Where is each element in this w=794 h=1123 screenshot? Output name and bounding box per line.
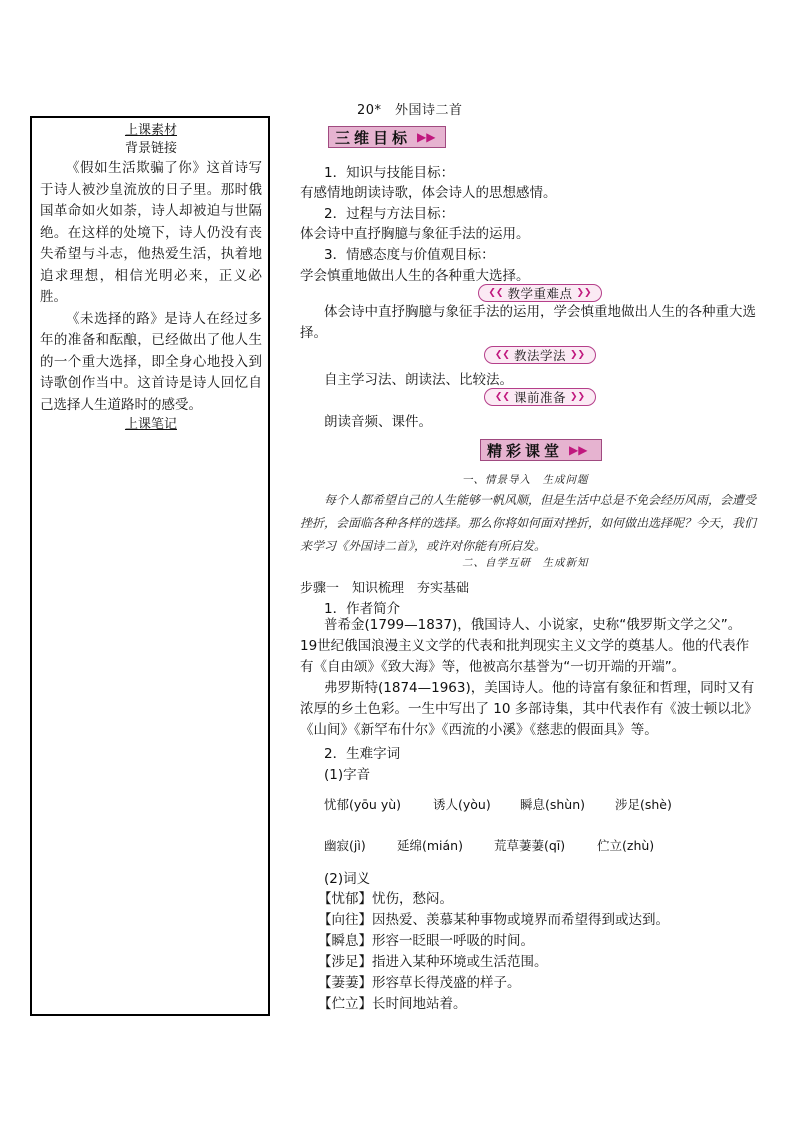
goal-line: 有感情地朗读诗歌，体会诗人的思想感情。 [300,185,557,201]
goal-line: 学会慎重地做出人生的各种重大选择。 [300,268,530,284]
goals-badge-label: 三维目标 [335,128,412,147]
goals-badge [328,126,446,148]
meaning-heading: (2)词义 [324,871,371,887]
author-heading: 1．作者简介 [324,601,401,617]
double-arrow-right-icon: ▶▶ [417,130,436,144]
double-chevron-icon: ❮❮ [494,392,510,402]
goal-line: 体会诗中直抒胸臆与象征手法的运用。 [300,226,530,242]
section-heading: 二、自学互研 生成新知 [462,557,589,569]
sidebar-heading: 上课素材 [124,123,177,138]
double-arrow-right-icon: ▶▶ [569,443,588,457]
intro-paragraph: 每个人都希望自己的人生能够一帆风顺，但是生活中总是不免会经历风雨，会遭受挫折，会面临各种各样的选择。那么你将如何面对挫折，如何做出选择呢？今天，我们来学习《外国诗二首》，或许对你能有所启发。 [300,493,757,553]
pushkin-paragraph: 普希金(1799—1837)，俄国诗人、小说家，史称“俄罗斯文学之父”。19世纪俄国浪漫主义文学的代表和批判现实主义文学的奠基人。他的代表作有《自由颂》《致大海》等，他被高尔基誉为“一切开端的开端”。 [300,617,750,675]
keypoints-text: 体会诗中直抒胸臆与象征手法的运用，学会慎重地做出人生的各种重大选择。 [300,304,756,341]
pron-item: 幽寂(jì) [324,838,366,853]
goal-line: 3．情感态度与价值观目标： [324,247,495,263]
meaning-item: 【瞬息】形容一眨眼一呼吸的时间。 [318,933,534,949]
prep-pill [484,388,596,406]
pron-item: 荒草萋萋(qī) [494,838,566,853]
keypoints-pill [478,284,602,302]
prep-text: 朗读音频、课件。 [324,414,432,430]
section-heading: 一、情景导入 生成问题 [462,474,589,486]
meaning-item: 【伫立】长时间地站着。 [318,996,467,1012]
meaning-item: 【涉足】指进入某种环境或生活范围。 [318,954,548,970]
meaning-item: 【向往】因热爱、羡慕某种事物或境界而希望得到或达到。 [318,912,669,928]
pron-item: 诱人(yòu) [433,797,491,812]
frost-paragraph: 弗罗斯特(1874—1963)，美国诗人。他的诗富有象征和哲理，同时又有浓厚的乡土色彩。一生中写出了 10 多部诗集，其中代表作有《波士顿以北》《山间》《新罕布什尔》《西流的小溪》《慈悲的假面具》等。 [300,680,758,738]
double-chevron-icon: ❮❮ [488,288,504,298]
sidebar-notes-heading: 上课笔记 [124,417,177,432]
meaning-item: 【萋萋】形容草长得茂盛的样子。 [318,975,521,991]
keypoints-label: 教学重难点 [507,286,573,301]
sidebar-materials-box [30,116,270,1016]
pron-item: 延绵(mián) [397,838,463,853]
meaning-item: 【忧郁】忧伤，愁闷。 [318,891,453,907]
methods-pill [484,346,596,364]
page-title: 20* 外国诗二首 [357,103,463,118]
double-chevron-icon: ❯❯ [570,392,586,402]
prep-label: 课前准备 [513,390,566,405]
sidebar-paragraph: 《假如生活欺骗了你》这首诗写于诗人被沙皇流放的日子里。那时俄国革命如火如荼，诗人却被迫与世隔绝。在这样的处境下，诗人仍没有丧失希望与斗志，他热爱生活，执着地追求理想，相信光明必来，正义必胜。 [40,160,262,305]
pron-item: 涉足(shè) [615,797,672,812]
pron-heading: (1)字音 [324,767,371,783]
double-chevron-icon: ❮❮ [494,350,510,360]
sidebar-paragraph: 《未选择的路》是诗人在经过多年的准备和酝酿，已经做出了他人生的一个重大选择，即全身心地投入到诗歌创作当中。这首诗是诗人回忆自己选择人生道路时的感受。 [40,310,262,413]
pron-item: 伫立(zhù) [597,838,655,853]
goal-line: 2．过程与方法目标： [324,206,455,222]
double-chevron-icon: ❯❯ [570,350,586,360]
methods-text: 自主学习法、朗读法、比较法。 [324,372,513,388]
step-heading: 步骤一 知识梳理 夯实基础 [300,581,470,596]
pron-item: 瞬息(shùn) [520,797,586,812]
methods-label: 教法学法 [513,348,566,363]
double-chevron-icon: ❯❯ [576,288,592,298]
sidebar-subheading: 背景链接 [124,141,177,156]
classroom-badge-label: 精彩课堂 [487,441,564,460]
words-heading: 2．生难字词 [324,746,401,762]
pron-item: 忧郁(yōu yù) [324,797,402,812]
goal-line: 1．知识与技能目标： [324,165,455,181]
classroom-badge [480,439,602,461]
